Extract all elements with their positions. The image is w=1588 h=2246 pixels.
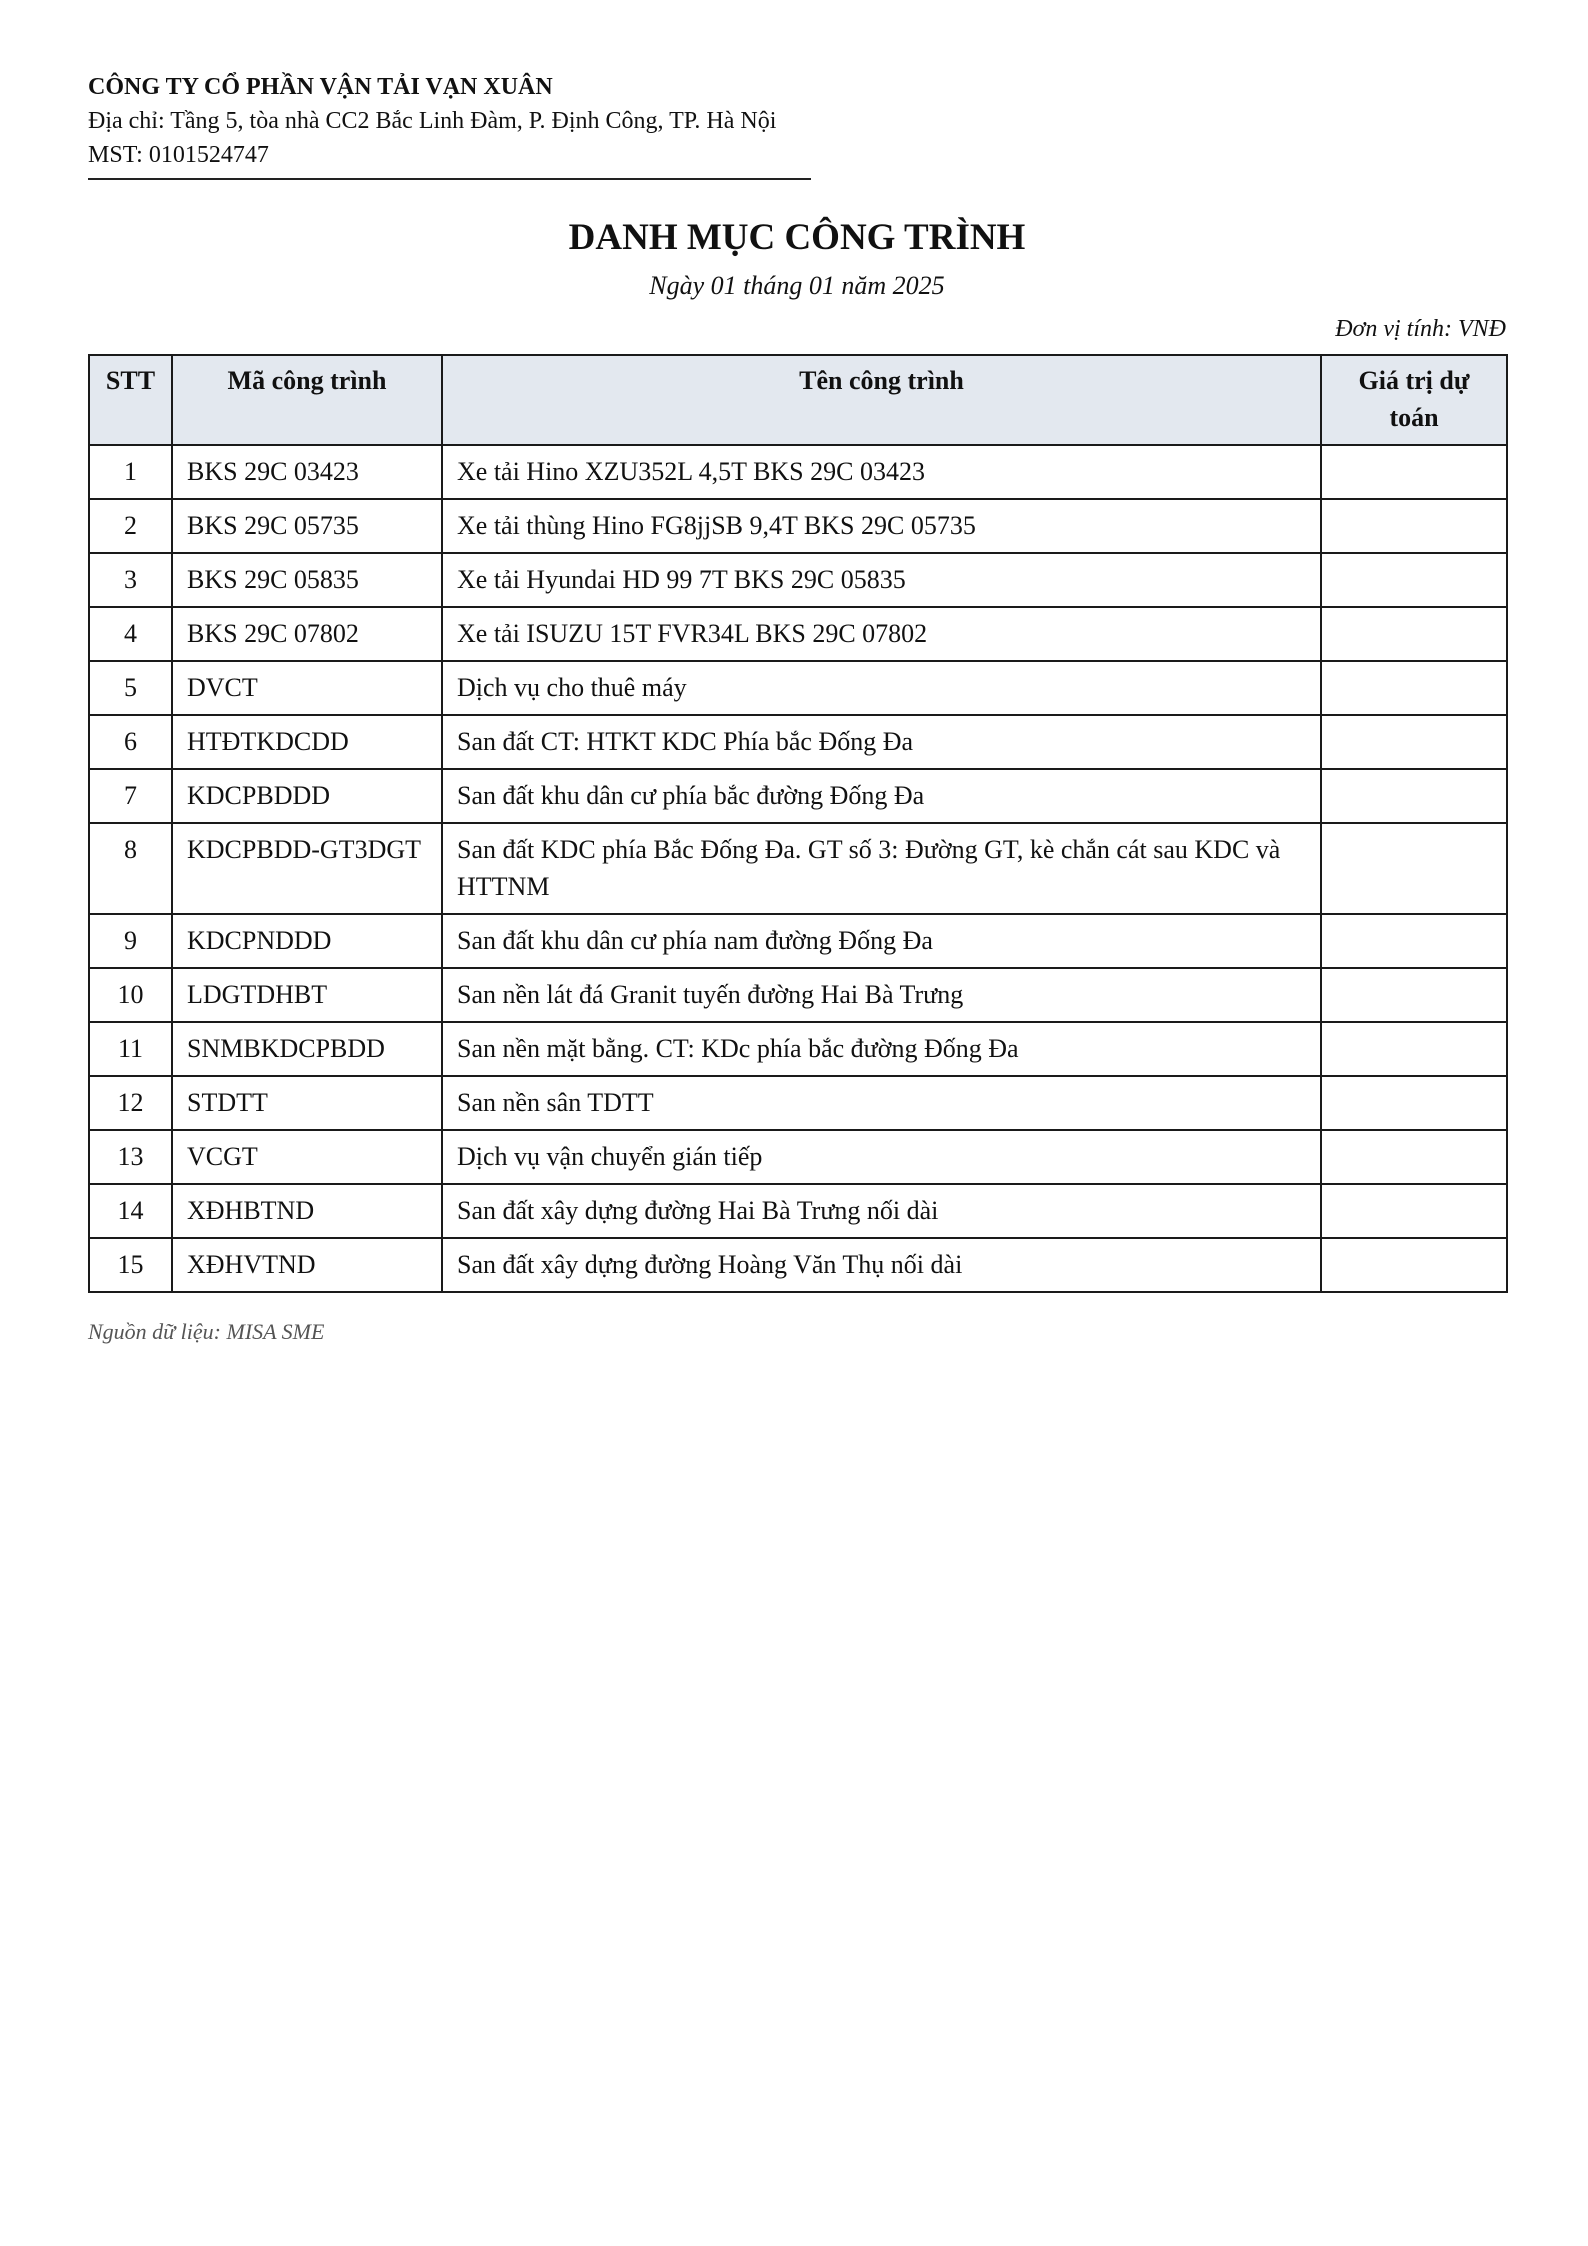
row-stt: 15 bbox=[89, 1238, 172, 1292]
row-project-name: San nền lát đá Granit tuyến đường Hai Bà Trưng bbox=[442, 968, 1321, 1022]
row-project-code: BKS 29C 03423 bbox=[172, 445, 442, 499]
row-project-code: BKS 29C 05735 bbox=[172, 499, 442, 553]
table-row bbox=[89, 553, 1507, 607]
table-body bbox=[89, 445, 1507, 1292]
row-estimated-value bbox=[1321, 553, 1507, 607]
table-row bbox=[89, 1076, 1507, 1130]
row-project-name: San nền mặt bằng. CT: KDc phía bắc đường Đống Đa bbox=[442, 1022, 1321, 1076]
header-estimated-value: Giá trị dự toán bbox=[1321, 355, 1507, 445]
header-project-name: Tên công trình bbox=[442, 355, 1321, 445]
row-project-code: SNMBKDCPBDD bbox=[172, 1022, 442, 1076]
row-project-code: STDTT bbox=[172, 1076, 442, 1130]
row-project-name: San đất KDC phía Bắc Đống Đa. GT số 3: Đường GT, kè chắn cát sau KDC và HTTNM bbox=[442, 823, 1321, 914]
project-table bbox=[88, 354, 1508, 1293]
row-estimated-value bbox=[1321, 499, 1507, 553]
row-stt: 12 bbox=[89, 1076, 172, 1130]
table-row bbox=[89, 715, 1507, 769]
row-estimated-value bbox=[1321, 661, 1507, 715]
row-project-name: San đất khu dân cư phía bắc đường Đống Đa bbox=[442, 769, 1321, 823]
table-row bbox=[89, 914, 1507, 968]
header-project-code: Mã công trình bbox=[172, 355, 442, 445]
row-estimated-value bbox=[1321, 1130, 1507, 1184]
row-project-code: XĐHVTND bbox=[172, 1238, 442, 1292]
document-title: DANH MỤC CÔNG TRÌNH bbox=[568, 217, 1026, 258]
company-name: CÔNG TY CỔ PHẦN VẬN TẢI VẠN XUÂN bbox=[88, 74, 553, 100]
row-stt: 2 bbox=[89, 499, 172, 553]
row-stt: 6 bbox=[89, 715, 172, 769]
row-estimated-value bbox=[1321, 769, 1507, 823]
row-project-name: Dịch vụ vận chuyển gián tiếp bbox=[442, 1130, 1321, 1184]
document-page bbox=[88, 70, 1506, 1347]
row-stt: 8 bbox=[89, 823, 172, 914]
row-project-code: XĐHBTND bbox=[172, 1184, 442, 1238]
row-project-code: LDGTDHBT bbox=[172, 968, 442, 1022]
document-date: Ngày 01 tháng 01 năm 2025 bbox=[649, 271, 945, 300]
row-estimated-value bbox=[1321, 1238, 1507, 1292]
table-row bbox=[89, 1184, 1507, 1238]
row-project-name: Xe tải ISUZU 15T FVR34L BKS 29C 07802 bbox=[442, 607, 1321, 661]
row-estimated-value bbox=[1321, 1022, 1507, 1076]
row-project-code: BKS 29C 07802 bbox=[172, 607, 442, 661]
row-project-name: Xe tải thùng Hino FG8jjSB 9,4T BKS 29C 05735 bbox=[442, 499, 1321, 553]
table-row bbox=[89, 1022, 1507, 1076]
row-stt: 10 bbox=[89, 968, 172, 1022]
row-project-name: San đất xây dựng đường Hai Bà Trưng nối dài bbox=[442, 1184, 1321, 1238]
table-row bbox=[89, 968, 1507, 1022]
currency-unit: Đơn vị tính: VNĐ bbox=[1335, 316, 1506, 342]
row-project-name: Xe tải Hino XZU352L 4,5T BKS 29C 03423 bbox=[442, 445, 1321, 499]
row-project-code: HTĐTKDCDD bbox=[172, 715, 442, 769]
row-project-name: San nền sân TDTT bbox=[442, 1076, 1321, 1130]
row-project-name: Xe tải Hyundai HD 99 7T BKS 29C 05835 bbox=[442, 553, 1321, 607]
company-header bbox=[88, 70, 811, 180]
row-project-code: KDCPNDDD bbox=[172, 914, 442, 968]
row-stt: 14 bbox=[89, 1184, 172, 1238]
row-estimated-value bbox=[1321, 715, 1507, 769]
row-project-code: KDCPBDDD bbox=[172, 769, 442, 823]
data-source-note: Nguồn dữ liệu: MISA SME bbox=[88, 1319, 325, 1344]
table-row bbox=[89, 1238, 1507, 1292]
row-estimated-value bbox=[1321, 445, 1507, 499]
row-stt: 7 bbox=[89, 769, 172, 823]
row-estimated-value bbox=[1321, 1076, 1507, 1130]
row-estimated-value bbox=[1321, 1184, 1507, 1238]
table-row bbox=[89, 823, 1507, 914]
table-row bbox=[89, 445, 1507, 499]
row-stt: 5 bbox=[89, 661, 172, 715]
row-project-code: KDCPBDD-GT3DGT bbox=[172, 823, 442, 914]
row-stt: 11 bbox=[89, 1022, 172, 1076]
table-row bbox=[89, 661, 1507, 715]
row-project-name: San đất CT: HTKT KDC Phía bắc Đống Đa bbox=[442, 715, 1321, 769]
row-stt: 4 bbox=[89, 607, 172, 661]
table-row bbox=[89, 769, 1507, 823]
row-project-code: VCGT bbox=[172, 1130, 442, 1184]
row-estimated-value bbox=[1321, 607, 1507, 661]
table-row bbox=[89, 499, 1507, 553]
row-estimated-value bbox=[1321, 823, 1507, 914]
row-project-name: San đất khu dân cư phía nam đường Đống Đa bbox=[442, 914, 1321, 968]
row-estimated-value bbox=[1321, 914, 1507, 968]
header-stt: STT bbox=[89, 355, 172, 445]
row-estimated-value bbox=[1321, 968, 1507, 1022]
row-project-name: Dịch vụ cho thuê máy bbox=[442, 661, 1321, 715]
row-stt: 3 bbox=[89, 553, 172, 607]
company-tax-code: MST: 0101524747 bbox=[88, 142, 269, 168]
row-project-code: BKS 29C 05835 bbox=[172, 553, 442, 607]
row-stt: 1 bbox=[89, 445, 172, 499]
company-address: Địa chỉ: Tầng 5, tòa nhà CC2 Bắc Linh Đàm, P. Định Công, TP. Hà Nội bbox=[88, 108, 777, 134]
row-project-code: DVCT bbox=[172, 661, 442, 715]
row-stt: 13 bbox=[89, 1130, 172, 1184]
row-stt: 9 bbox=[89, 914, 172, 968]
table-row bbox=[89, 1130, 1507, 1184]
table-row bbox=[89, 607, 1507, 661]
row-project-name: San đất xây dựng đường Hoàng Văn Thụ nối dài bbox=[442, 1238, 1321, 1292]
table-header-row bbox=[89, 355, 1507, 445]
